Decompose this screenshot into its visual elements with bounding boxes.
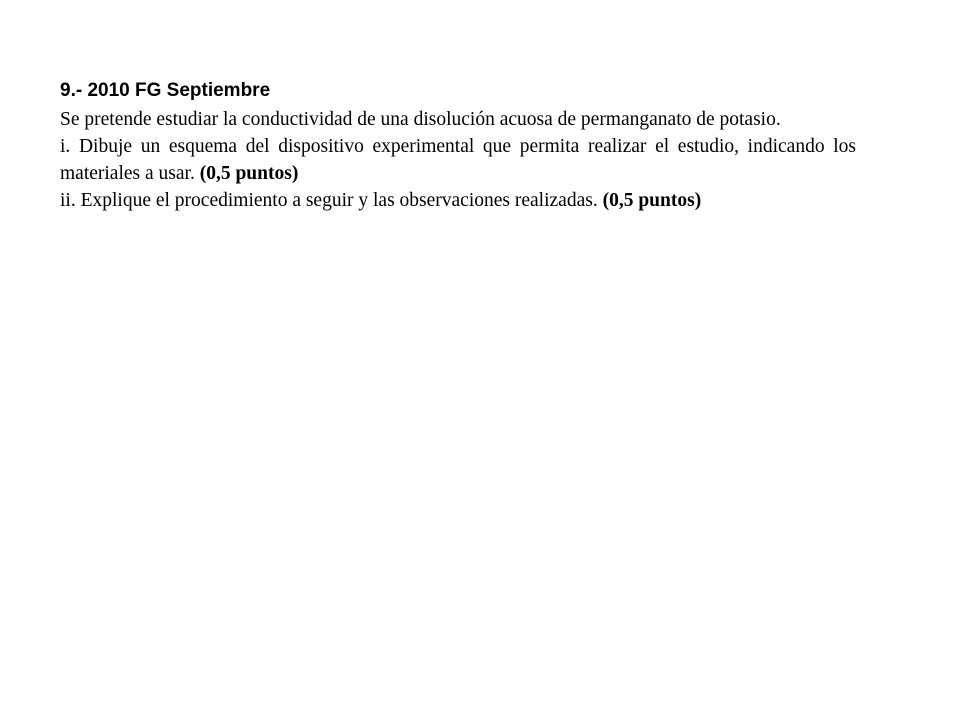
question-item-1 xyxy=(60,133,856,187)
question-item-1-text: i. Dibuje un esquema del dispositivo experimental que permita realizar el estudio, indicando los materiales a usar. xyxy=(60,136,856,184)
question-item-2 xyxy=(60,187,856,214)
question-statement: Se pretende estudiar la conductividad de una disolución acuosa de permanganato de potasio. xyxy=(60,109,781,130)
question-title: 9.- 2010 FG Septiembre xyxy=(60,80,271,101)
question-item-2-points: (0,5 puntos) xyxy=(602,190,702,211)
question-item-2-text: ii. Explique el procedimiento a seguir y las observaciones realizadas. xyxy=(60,190,598,211)
question-item-1-points: (0,5 puntos) xyxy=(199,163,299,184)
question-block xyxy=(60,76,856,214)
